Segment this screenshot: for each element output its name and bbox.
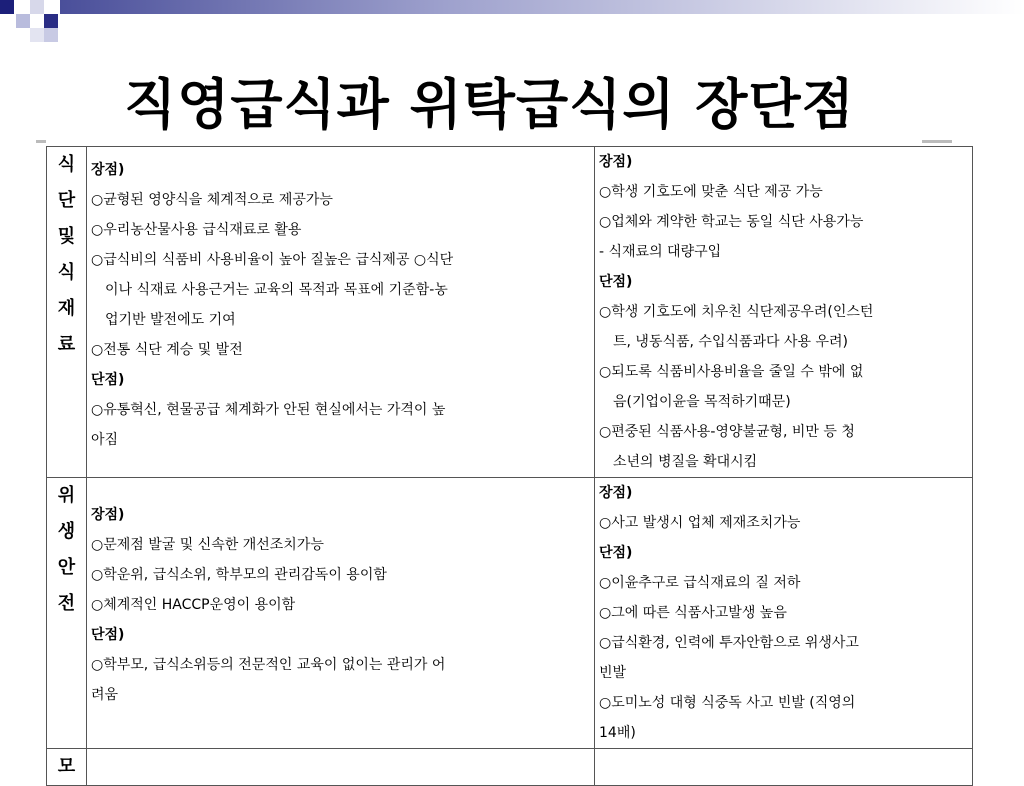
list-item: ○이윤추구로 급식재료의 질 저하 — [599, 575, 801, 591]
direct-operation-cell — [87, 478, 595, 749]
list-item: ○학부모, 급식소위등의 전문적인 교육이 없이는 관리가 어 — [91, 657, 446, 673]
category-char: 및 — [57, 226, 76, 247]
category-char: 위 — [57, 485, 76, 506]
decorative-square — [44, 28, 58, 42]
table-row — [47, 749, 973, 786]
decorative-square — [44, 14, 58, 28]
category-char: 모 — [57, 756, 76, 777]
category-cell — [47, 478, 87, 749]
list-item: 빈발 — [599, 665, 627, 681]
list-item: 소년의 병질을 확대시킴 — [613, 454, 758, 470]
category-cell — [47, 147, 87, 478]
title-decoration — [0, 0, 1024, 48]
list-item: ○도미노성 대형 식중독 사고 빈발 (직영의 — [599, 695, 856, 711]
list-item: 려움 — [91, 687, 119, 703]
decorative-square — [30, 0, 44, 14]
disadvantages-heading: 단점) — [91, 627, 125, 643]
disadvantages-heading: 단점) — [91, 372, 125, 388]
list-item: - 식재료의 대량구입 — [599, 244, 722, 260]
contract-operation-cell — [595, 478, 973, 749]
list-item: ○문제점 발굴 및 신속한 개선조치가능 — [91, 537, 324, 553]
category-char: 단 — [57, 190, 76, 211]
list-item: 이나 식재료 사용근거는 교육의 목적과 목표에 기준함-농 — [105, 282, 448, 298]
list-item: 음(기업이윤을 목적하기때문) — [613, 394, 791, 410]
advantages-heading: 장점) — [599, 485, 633, 501]
advantages-heading: 장점) — [599, 154, 633, 170]
disadvantages-heading: 단점) — [599, 274, 633, 290]
decorative-square — [0, 0, 14, 14]
table-row — [47, 147, 973, 478]
disadvantages-heading: 단점) — [599, 545, 633, 561]
category-char: 재 — [57, 298, 76, 319]
advantages-heading: 장점) — [91, 507, 125, 523]
category-char: 안 — [57, 557, 76, 578]
category-char: 생 — [57, 521, 76, 542]
advantages-heading: 장점) — [91, 162, 125, 178]
table-row — [47, 478, 973, 749]
category-cell — [47, 749, 87, 786]
list-item: ○급식환경, 인력에 투자안함으로 위생사고 — [599, 635, 859, 651]
comparison-table — [46, 146, 973, 786]
contract-operation-cell — [595, 749, 973, 786]
direct-operation-cell — [87, 749, 595, 786]
list-item: ○학생 기호도에 치우친 식단제공우려(인스턴 — [599, 304, 874, 320]
list-item: 트, 냉동식품, 수입식품과다 사용 우려) — [613, 334, 849, 350]
list-item: 업기반 발전에도 기여 — [105, 312, 236, 328]
list-item: ○학생 기호도에 맞춘 식단 제공 가능 — [599, 184, 823, 200]
page-edge-mark — [922, 140, 952, 143]
category-char: 식 — [57, 262, 76, 283]
category-char: 식 — [57, 154, 76, 175]
list-item: ○편중된 식품사용-영양불균형, 비만 등 청 — [599, 424, 855, 440]
list-item: ○되도록 식품비사용비율을 줄일 수 밖에 없 — [599, 364, 864, 380]
direct-operation-cell — [87, 147, 595, 478]
list-item: 14배) — [599, 725, 636, 741]
slide-title: 직영급식과 위탁급식의 장단점 — [124, 73, 855, 136]
category-char: 전 — [57, 593, 76, 614]
list-item: ○유통혁신, 현물공급 체계화가 안된 현실에서는 가격이 높 — [91, 402, 446, 418]
list-item: 아짐 — [91, 432, 119, 448]
list-item: ○체계적인 HACCP운영이 용이함 — [91, 597, 296, 613]
list-item: ○업체와 계약한 학교는 동일 식단 사용가능 — [599, 214, 864, 230]
list-item: ○그에 따른 식품사고발생 높음 — [599, 605, 787, 621]
decorative-square — [30, 28, 44, 42]
decorative-gradient-bar — [60, 0, 1024, 14]
category-char: 료 — [57, 334, 76, 355]
decorative-square — [16, 14, 30, 28]
page-edge-mark — [36, 140, 46, 143]
list-item: ○급식비의 식품비 사용비율이 높아 질높은 급식제공 ○식단 — [91, 252, 454, 268]
list-item: ○전통 식단 계승 및 발전 — [91, 342, 243, 358]
list-item: ○사고 발생시 업체 제재조치가능 — [599, 515, 801, 531]
list-item: ○균형된 영양식을 체계적으로 제공가능 — [91, 192, 333, 208]
list-item: ○학운위, 급식소위, 학부모의 관리감독이 용이함 — [91, 567, 387, 583]
list-item: ○우리농산물사용 급식재료로 활용 — [91, 222, 302, 238]
contract-operation-cell — [595, 147, 973, 478]
